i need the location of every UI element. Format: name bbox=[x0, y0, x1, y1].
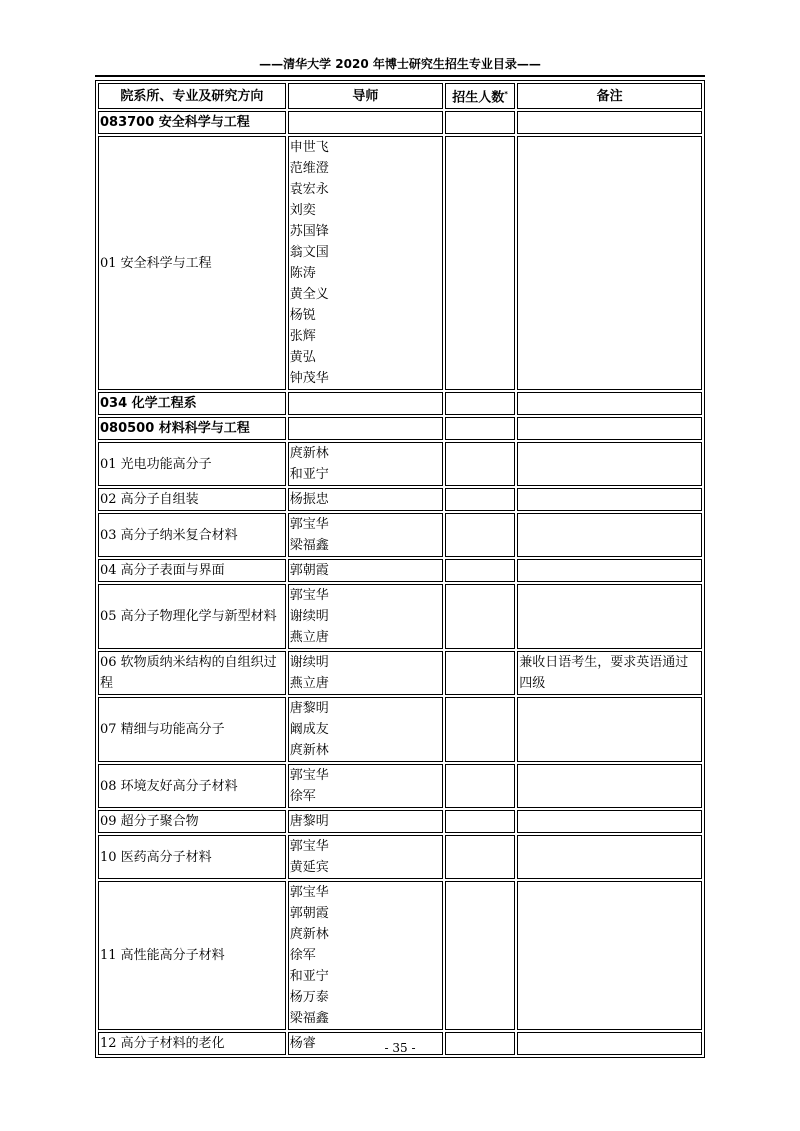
quota-cell bbox=[445, 417, 515, 440]
advisor-cell bbox=[288, 488, 443, 511]
research-direction: 11 高性能高分子材料 bbox=[98, 881, 286, 1030]
research-direction: 12 高分子材料的老化 bbox=[98, 1032, 286, 1055]
quota-cell bbox=[445, 764, 515, 808]
research-direction: 07 精细与功能高分子 bbox=[98, 697, 286, 762]
note-cell bbox=[517, 442, 702, 486]
advisor-name: 谢续明 bbox=[289, 609, 329, 625]
table-row bbox=[98, 136, 702, 390]
advisor-name: 杨振忠 bbox=[289, 492, 329, 508]
advisor-name: 燕立唐 bbox=[289, 676, 329, 692]
table-row bbox=[98, 559, 702, 582]
advisor-name: 刘奕 bbox=[289, 203, 316, 219]
research-direction: 04 高分子表面与界面 bbox=[98, 559, 286, 582]
advisor-cell bbox=[288, 881, 443, 1030]
note-cell bbox=[517, 559, 702, 582]
advisor-cell bbox=[288, 764, 443, 808]
quota-cell bbox=[445, 392, 515, 415]
admissions-catalog-table bbox=[95, 80, 705, 1058]
research-direction: 10 医药高分子材料 bbox=[98, 835, 286, 879]
note-cell: 兼收日语考生，要求英语通过四级 bbox=[517, 651, 702, 695]
note-cell bbox=[517, 697, 702, 762]
note-cell bbox=[517, 584, 702, 649]
advisor-name: 黄全义 bbox=[289, 287, 329, 303]
advisor-name: 谢续明 bbox=[289, 655, 329, 671]
note-cell bbox=[517, 513, 702, 557]
advisor-name: 庹新林 bbox=[289, 743, 329, 759]
advisor-cell bbox=[288, 442, 443, 486]
advisor-name: 徐军 bbox=[289, 948, 316, 964]
note-cell bbox=[517, 764, 702, 808]
table-header-row bbox=[98, 83, 702, 109]
note-cell bbox=[517, 835, 702, 879]
quota-cell bbox=[445, 881, 515, 1030]
advisor-name: 郭宝华 bbox=[289, 517, 329, 533]
note-cell bbox=[517, 392, 702, 415]
advisor-cell bbox=[288, 810, 443, 833]
quota-cell bbox=[445, 584, 515, 649]
note-cell bbox=[517, 417, 702, 440]
research-direction: 03 高分子纳米复合材料 bbox=[98, 513, 286, 557]
quota-cell bbox=[445, 835, 515, 879]
table-row bbox=[98, 584, 702, 649]
advisor-name: 杨万泰 bbox=[289, 990, 329, 1006]
quota-cell bbox=[445, 513, 515, 557]
advisor-name: 黄弘 bbox=[289, 350, 316, 366]
department-row bbox=[98, 417, 702, 440]
table-row bbox=[98, 810, 702, 833]
note-cell bbox=[517, 111, 702, 134]
advisor-name: 徐军 bbox=[289, 789, 316, 805]
quota-cell bbox=[445, 442, 515, 486]
advisor-name: 郭宝华 bbox=[289, 768, 329, 784]
table-row bbox=[98, 651, 702, 695]
advisor-cell bbox=[288, 559, 443, 582]
department-label: 083700 安全科学与工程 bbox=[98, 111, 286, 134]
advisor-name: 和亚宁 bbox=[289, 969, 329, 985]
advisor-name: 燕立唐 bbox=[289, 630, 329, 646]
advisor-name: 杨睿 bbox=[289, 1036, 316, 1052]
advisor-name: 庹新林 bbox=[289, 927, 329, 943]
advisor-name: 和亚宁 bbox=[289, 467, 329, 483]
advisor-name: 黄延宾 bbox=[289, 860, 329, 876]
table-row bbox=[98, 764, 702, 808]
table-row bbox=[98, 835, 702, 879]
research-direction: 01 安全科学与工程 bbox=[98, 136, 286, 390]
table-row bbox=[98, 513, 702, 557]
column-header-note: 备注 bbox=[517, 83, 702, 109]
advisor-cell bbox=[288, 417, 443, 440]
table-row bbox=[98, 442, 702, 486]
research-direction: 09 超分子聚合物 bbox=[98, 810, 286, 833]
quota-cell bbox=[445, 136, 515, 390]
department-row bbox=[98, 392, 702, 415]
research-direction: 02 高分子自组装 bbox=[98, 488, 286, 511]
advisor-name: 阚成友 bbox=[289, 722, 329, 738]
advisor-name: 钟茂华 bbox=[289, 371, 329, 387]
advisor-name: 陈涛 bbox=[289, 266, 316, 282]
quota-cell bbox=[445, 488, 515, 511]
advisor-cell bbox=[288, 513, 443, 557]
advisor-cell bbox=[288, 392, 443, 415]
advisor-cell bbox=[288, 651, 443, 695]
research-direction: 08 环境友好高分子材料 bbox=[98, 764, 286, 808]
department-label: 034 化学工程系 bbox=[98, 392, 286, 415]
advisor-name: 袁宏永 bbox=[289, 182, 329, 198]
advisor-name: 翁文国 bbox=[289, 245, 329, 261]
table-row bbox=[98, 488, 702, 511]
advisor-cell bbox=[288, 697, 443, 762]
page-header-title: ——清华大学 2020 年博士研究生招生专业目录—— bbox=[259, 57, 541, 71]
advisor-name: 唐黎明 bbox=[289, 701, 329, 717]
quota-cell bbox=[445, 111, 515, 134]
column-header-quota: 招生人数* bbox=[445, 83, 515, 109]
quota-cell bbox=[445, 697, 515, 762]
advisor-name: 郭宝华 bbox=[289, 839, 329, 855]
column-header-program: 院系所、专业及研究方向 bbox=[98, 83, 286, 109]
table-row bbox=[98, 881, 702, 1030]
advisor-name: 郭朝霞 bbox=[289, 563, 329, 579]
quota-footnote-mark: * bbox=[504, 90, 508, 98]
advisor-name: 张辉 bbox=[289, 329, 316, 345]
advisor-name: 范维澄 bbox=[289, 161, 329, 177]
advisor-cell bbox=[288, 835, 443, 879]
note-cell bbox=[517, 810, 702, 833]
advisor-name: 杨锐 bbox=[289, 308, 316, 324]
advisor-name: 郭宝华 bbox=[289, 588, 329, 604]
advisor-cell bbox=[288, 584, 443, 649]
advisor-name: 郭宝华 bbox=[289, 885, 329, 901]
research-direction: 01 光电功能高分子 bbox=[98, 442, 286, 486]
research-direction: 06 软物质纳米结构的自组织过程 bbox=[98, 651, 286, 695]
department-row bbox=[98, 111, 702, 134]
page-number: - 35 - bbox=[384, 1041, 416, 1055]
research-direction: 05 高分子物理化学与新型材料 bbox=[98, 584, 286, 649]
table-row bbox=[98, 697, 702, 762]
quota-cell bbox=[445, 651, 515, 695]
column-header-advisor: 导师 bbox=[288, 83, 443, 109]
advisor-name: 郭朝霞 bbox=[289, 906, 329, 922]
advisor-name: 梁福鑫 bbox=[289, 1011, 329, 1027]
advisor-name: 苏国锋 bbox=[289, 224, 329, 240]
header-rule bbox=[95, 75, 705, 77]
table-body bbox=[98, 111, 702, 1055]
note-cell bbox=[517, 488, 702, 511]
advisor-name: 梁福鑫 bbox=[289, 538, 329, 554]
advisor-name: 庹新林 bbox=[289, 446, 329, 462]
advisor-cell bbox=[288, 111, 443, 134]
note-cell bbox=[517, 136, 702, 390]
advisor-name: 申世飞 bbox=[289, 140, 329, 156]
note-cell bbox=[517, 881, 702, 1030]
advisor-name: 唐黎明 bbox=[289, 814, 329, 830]
department-label: 080500 材料科学与工程 bbox=[98, 417, 286, 440]
quota-cell bbox=[445, 810, 515, 833]
advisor-cell bbox=[288, 136, 443, 390]
quota-cell bbox=[445, 559, 515, 582]
